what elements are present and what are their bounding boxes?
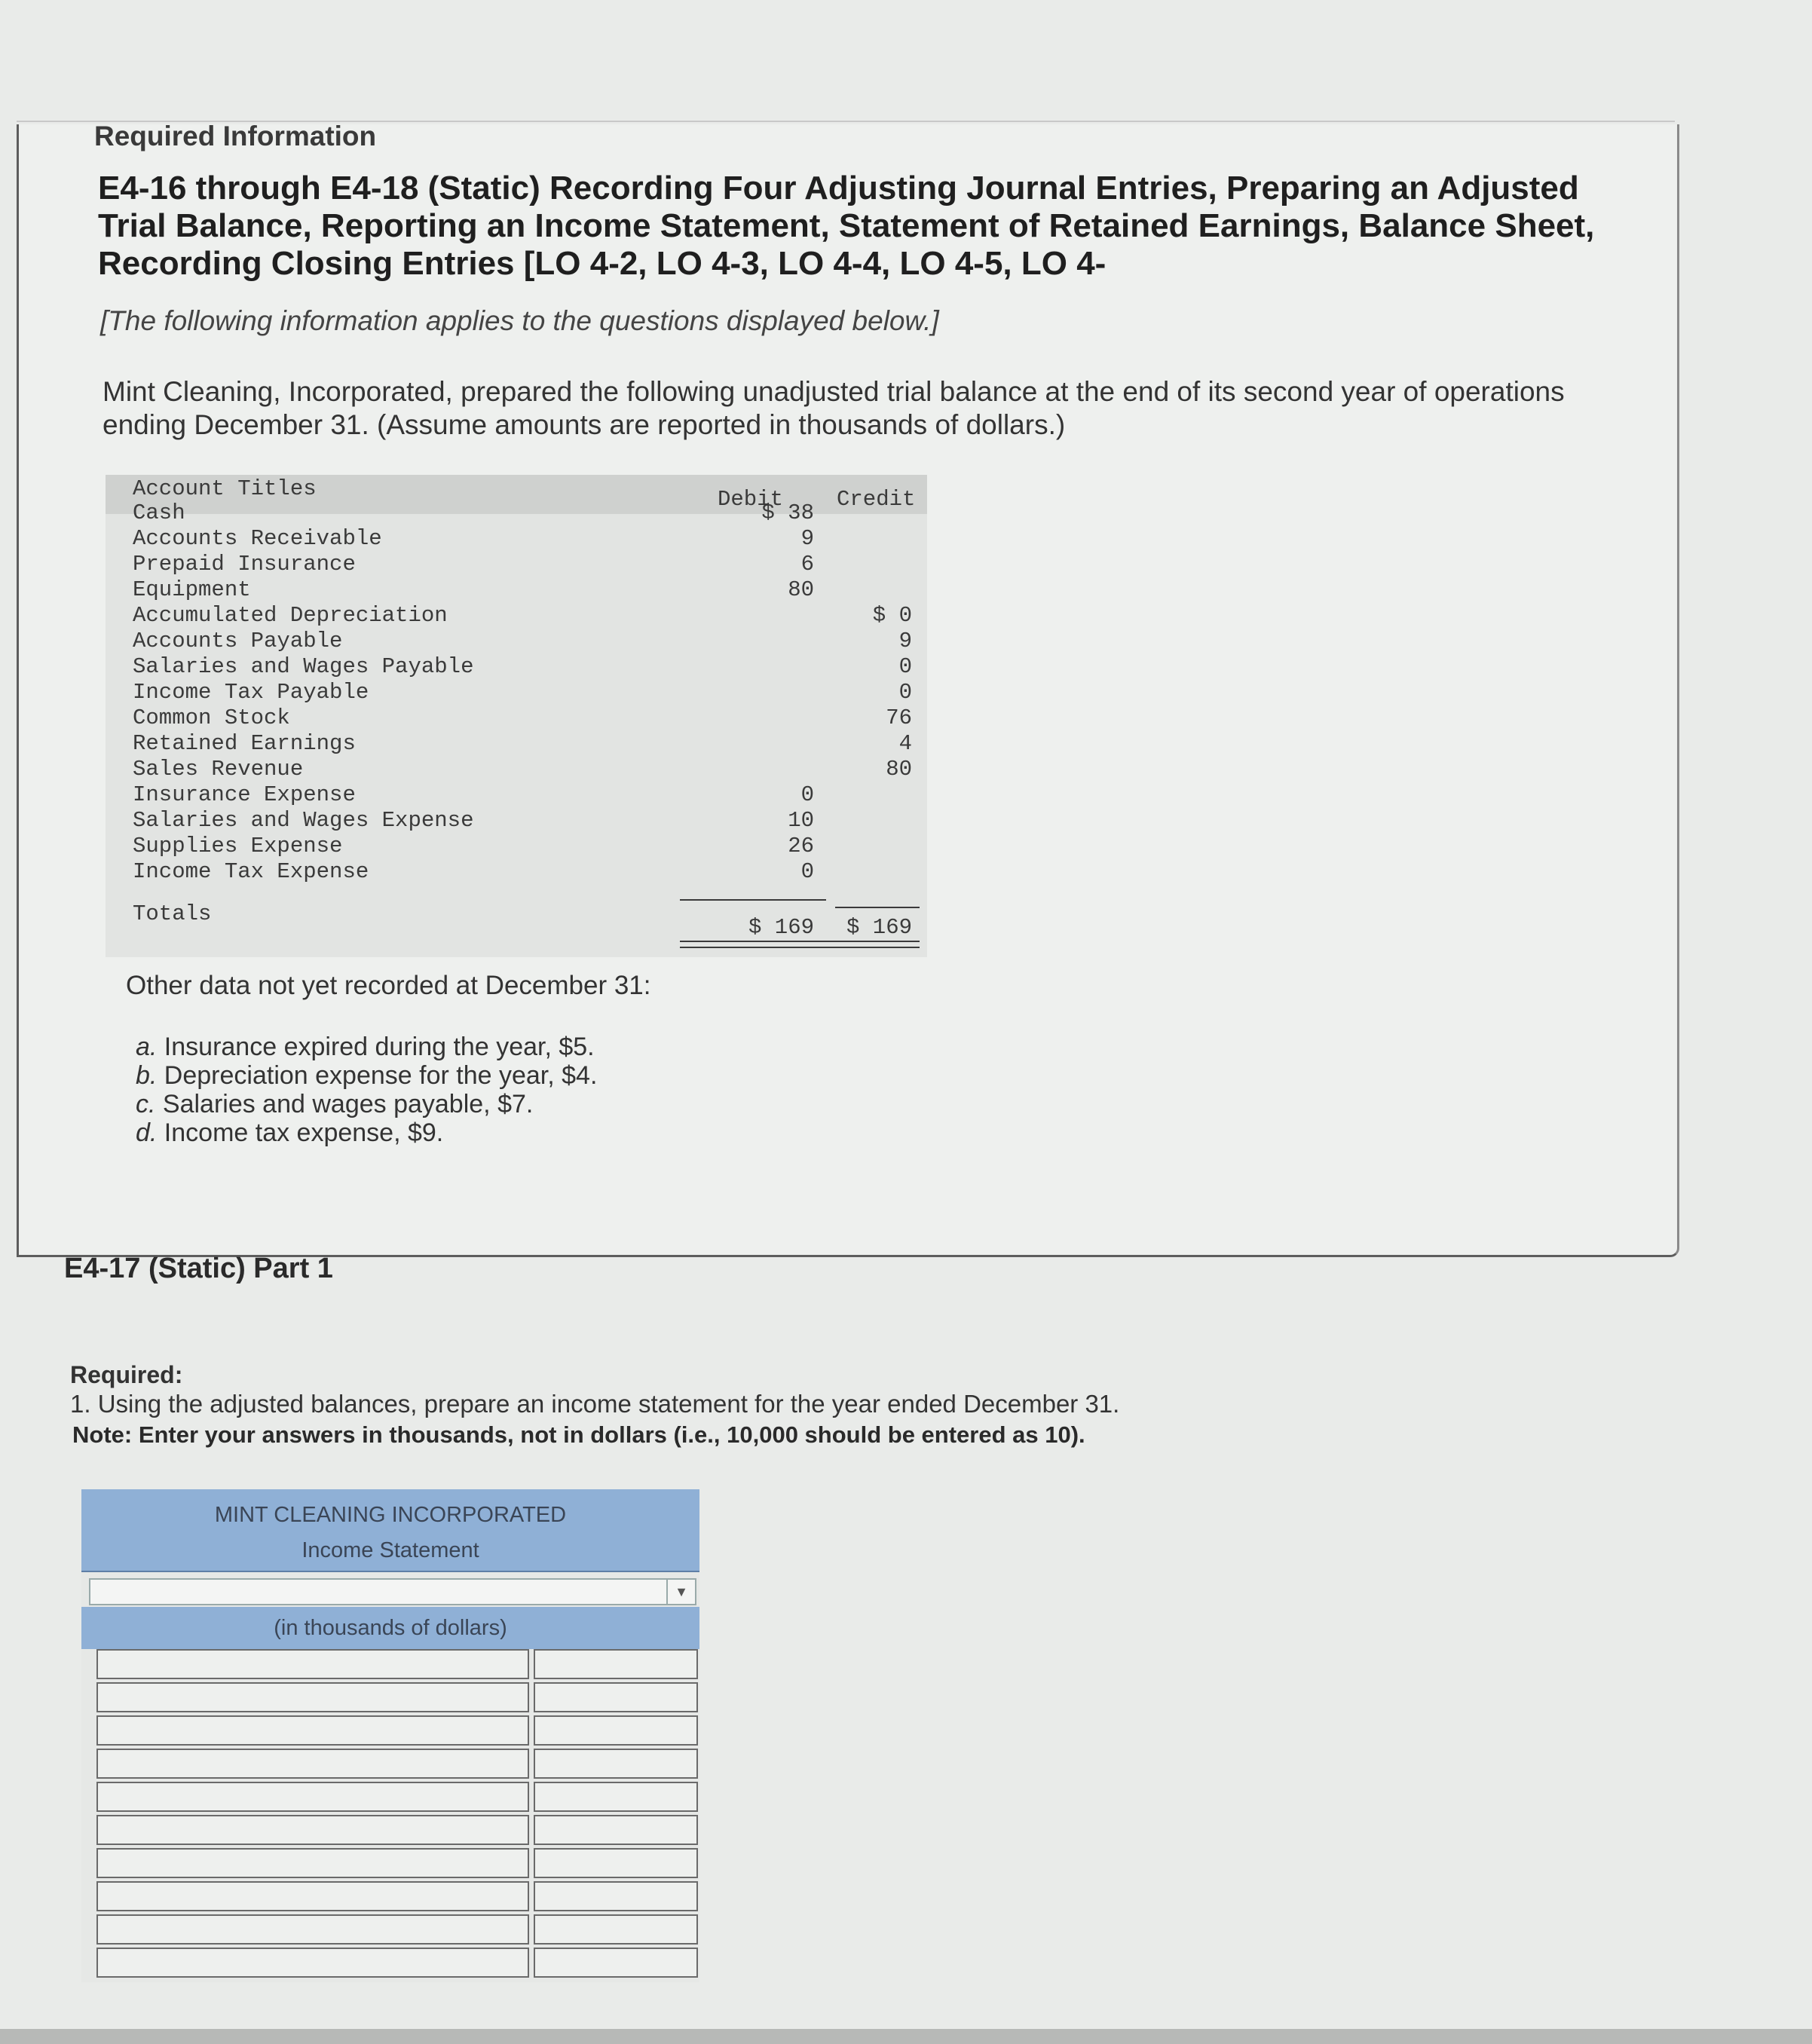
table-row [106, 757, 927, 782]
table-row [106, 705, 927, 731]
debit-cell: 0 [800, 782, 814, 807]
statement-row [96, 1649, 698, 1682]
credit-cell: 76 [886, 705, 912, 730]
trial-balance-table [106, 475, 927, 957]
amount-input[interactable] [534, 1782, 698, 1812]
line-item-input[interactable] [96, 1715, 529, 1746]
account-title-cell: Income Tax Expense [133, 859, 369, 884]
other-data-heading: Other data not yet recorded at December 31: [126, 971, 651, 1000]
line-item-input[interactable] [96, 1815, 529, 1845]
table-row [106, 603, 927, 629]
totals-double-rule-1 [680, 941, 920, 942]
totals-row [106, 901, 927, 940]
statement-row [96, 1815, 698, 1848]
list-item: c. Salaries and wages payable, $7. [136, 1090, 534, 1118]
line-item-input[interactable] [96, 1682, 529, 1712]
amount-input[interactable] [534, 1815, 698, 1845]
debit-cell: 0 [800, 859, 814, 884]
totals-double-rule-2 [680, 947, 920, 948]
amount-input[interactable] [534, 1881, 698, 1911]
account-title-cell: Sales Revenue [133, 757, 304, 782]
credit-cell: 80 [886, 757, 912, 782]
debit-cell: 9 [800, 526, 814, 551]
statement-row [96, 1782, 698, 1815]
debit-cell: 10 [788, 808, 814, 833]
total-credit: $ 169 [846, 915, 912, 940]
bottom-edge [0, 2029, 1812, 2044]
list-item: d. Income tax expense, $9. [136, 1118, 444, 1147]
statement-row [96, 1749, 698, 1782]
statement-row [96, 1848, 698, 1881]
account-title-cell: Cash [133, 500, 185, 525]
statement-name: Income Statement [81, 1533, 699, 1572]
amount-input[interactable] [534, 1914, 698, 1945]
income-statement-form [81, 1489, 699, 1982]
line-item-input[interactable] [96, 1749, 529, 1779]
line-item-input[interactable] [96, 1914, 529, 1945]
statement-row [96, 1715, 698, 1749]
col-debit: Debit [718, 487, 784, 512]
chevron-down-icon[interactable]: ▼ [666, 1580, 695, 1604]
line-item-input[interactable] [96, 1649, 529, 1679]
account-title-cell: Salaries and Wages Payable [133, 654, 474, 679]
account-title-cell: Equipment [133, 577, 251, 602]
col-account-titles: Account Titles [133, 476, 317, 501]
line-item-input[interactable] [96, 1881, 529, 1911]
part-title: E4-17 (Static) Part 1 [64, 1253, 333, 1284]
account-title-cell: Insurance Expense [133, 782, 356, 807]
credit-cell: 0 [898, 654, 912, 679]
account-title-cell: Common Stock [133, 705, 290, 730]
amount-input[interactable] [534, 1948, 698, 1978]
line-item-input[interactable] [96, 1948, 529, 1978]
required-instruction: 1. Using the adjusted balances, prepare an income statement for the year ended December 31. [70, 1390, 1120, 1418]
units-label: (in thousands of dollars) [81, 1607, 699, 1649]
account-title-cell: Supplies Expense [133, 834, 343, 858]
amount-input[interactable] [534, 1749, 698, 1779]
account-title-cell: Income Tax Payable [133, 680, 369, 705]
period-dropdown[interactable] [89, 1578, 696, 1605]
account-title-cell: Accumulated Depreciation [133, 603, 448, 628]
table-row [106, 552, 927, 577]
statement-row [96, 1881, 698, 1914]
table-row [106, 731, 927, 757]
statement-row [96, 1948, 698, 1981]
amount-input[interactable] [534, 1649, 698, 1679]
credit-cell: 0 [898, 680, 912, 705]
intro-paragraph: Mint Cleaning, Incorporated, prepared the following unadjusted trial balance at the end of its second year of operations ending December 31. (Assume amounts are reported in thousands of dollars.) [103, 376, 1565, 440]
table-row [106, 629, 927, 654]
problem-title: E4-16 through E4-18 (Static) Recording Four Adjusting Journal Entries, Preparing an Adjusted Trial Balance, Reporting an Income Statement, Statement of Retained Earnings, Balance Sheet, Recording Closing Entries [LO 4-2, LO 4-3, LO 4-4, LO 4-5, LO 4- [98, 170, 1595, 282]
debit-cell: 80 [788, 577, 814, 602]
table-row [106, 782, 927, 808]
statement-row [96, 1914, 698, 1948]
debit-cell: 6 [800, 552, 814, 577]
table-row [106, 680, 927, 705]
credit-cell: 9 [898, 629, 912, 653]
list-item: b. Depreciation expense for the year, $4. [136, 1061, 598, 1090]
company-name: MINT CLEANING INCORPORATED [81, 1489, 699, 1533]
table-row [106, 859, 927, 885]
col-credit: Credit [837, 487, 916, 512]
totals-rule-debit [680, 899, 826, 901]
required-label: Required: [70, 1361, 183, 1388]
totals-label: Totals [133, 901, 212, 926]
table-row [106, 654, 927, 680]
account-title-cell: Accounts Receivable [133, 526, 382, 551]
table-row [106, 808, 927, 834]
lead-note: [The following information applies to the questions displayed below.] [100, 305, 939, 336]
account-title-cell: Retained Earnings [133, 731, 356, 756]
amount-input[interactable] [534, 1715, 698, 1746]
amount-input[interactable] [534, 1848, 698, 1878]
debit-cell: 26 [788, 834, 814, 858]
credit-cell: 4 [898, 731, 912, 756]
table-row [106, 834, 927, 859]
debit-cell: $ 38 [761, 500, 814, 525]
table-row [106, 526, 927, 552]
list-item: a. Insurance expired during the year, $5. [136, 1033, 595, 1061]
required-info-heading: Required Information [94, 121, 377, 151]
other-data-list [136, 1033, 597, 1147]
credit-cell: $ 0 [872, 603, 912, 628]
account-title-cell: Accounts Payable [133, 629, 343, 653]
line-item-input[interactable] [96, 1848, 529, 1878]
statement-row [96, 1682, 698, 1715]
table-row [106, 500, 927, 526]
line-item-input[interactable] [96, 1782, 529, 1812]
amount-input[interactable] [534, 1682, 698, 1712]
entry-note: Note: Enter your answers in thousands, not in dollars (i.e., 10,000 should be entered as 10). [72, 1421, 1085, 1448]
account-title-cell: Prepaid Insurance [133, 552, 356, 577]
account-title-cell: Salaries and Wages Expense [133, 808, 474, 833]
table-row [106, 577, 927, 603]
total-debit: $ 169 [748, 915, 814, 940]
